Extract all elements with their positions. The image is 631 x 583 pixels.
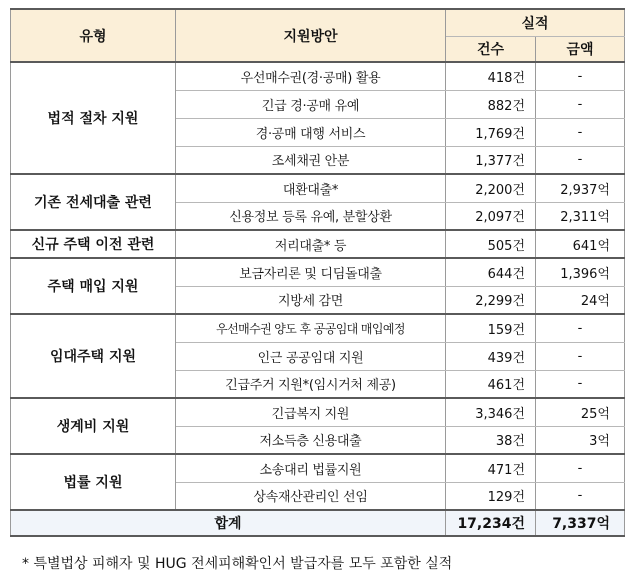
support-performance-table: [10, 8, 625, 537]
amount-cell: 25억: [536, 398, 625, 426]
category-cell: 법률 지원: [11, 454, 176, 510]
category-cell: 기존 전세대출 관련: [11, 174, 176, 230]
amount-cell: -: [536, 314, 625, 342]
header-performance: 실적: [446, 9, 625, 36]
header-method: 지원방안: [176, 9, 446, 62]
method-cell: 소송대리 법률지원: [176, 454, 446, 482]
count-cell: 1,377건: [446, 146, 536, 174]
method-cell: 대환대출*: [176, 174, 446, 202]
amount-cell: -: [536, 90, 625, 118]
amount-cell: -: [536, 62, 625, 90]
amount-cell: -: [536, 342, 625, 370]
count-cell: 159건: [446, 314, 536, 342]
table-row: [11, 174, 625, 202]
category-cell: 신규 주택 이전 관련: [11, 230, 176, 258]
amount-cell: -: [536, 370, 625, 398]
total-row: [11, 510, 625, 536]
count-cell: 38건: [446, 426, 536, 454]
table-row: [11, 454, 625, 482]
count-cell: 2,097건: [446, 202, 536, 230]
count-cell: 1,769건: [446, 118, 536, 146]
method-cell: 긴급복지 지원: [176, 398, 446, 426]
category-cell: 임대주택 지원: [11, 314, 176, 398]
method-cell: 우선매수권 양도 후 공공임대 매입예정: [176, 314, 446, 342]
method-cell: 긴급 경·공매 유예: [176, 90, 446, 118]
method-cell: 보금자리론 및 디딤돌대출: [176, 258, 446, 286]
footnote: * 특별법상 피해자 및 HUG 전세피해확인서 발급자를 모두 포함한 실적: [22, 556, 453, 572]
method-cell: 저리대출* 등: [176, 230, 446, 258]
total-label: 합계: [11, 510, 446, 536]
count-cell: 2,200건: [446, 174, 536, 202]
method-cell: 지방세 감면: [176, 286, 446, 314]
amount-cell: 24억: [536, 286, 625, 314]
method-cell: 우선매수권(경·공매) 활용: [176, 62, 446, 90]
category-cell: 생계비 지원: [11, 398, 176, 454]
method-cell: 상속재산관리인 선임: [176, 482, 446, 510]
method-cell: 조세채권 안분: [176, 146, 446, 174]
total-count: 17,234건: [446, 510, 536, 536]
count-cell: 439건: [446, 342, 536, 370]
amount-cell: 641억: [536, 230, 625, 258]
method-cell: 신용정보 등록 유예, 분할상환: [176, 202, 446, 230]
amount-cell: 2,311억: [536, 202, 625, 230]
table-row: [11, 258, 625, 286]
table-row: [11, 314, 625, 342]
category-cell: 주택 매입 지원: [11, 258, 176, 314]
count-cell: 471건: [446, 454, 536, 482]
amount-cell: 2,937억: [536, 174, 625, 202]
header-row-1: [11, 9, 625, 36]
amount-cell: 1,396억: [536, 258, 625, 286]
amount-cell: 3억: [536, 426, 625, 454]
count-cell: 3,346건: [446, 398, 536, 426]
count-cell: 644건: [446, 258, 536, 286]
header-count: 건수: [446, 36, 536, 62]
category-cell: 법적 절차 지원: [11, 62, 176, 174]
amount-cell: -: [536, 118, 625, 146]
count-cell: 2,299건: [446, 286, 536, 314]
header-type: 유형: [11, 9, 176, 62]
method-cell: 경·공매 대행 서비스: [176, 118, 446, 146]
method-cell: 긴급주거 지원*(임시거처 제공): [176, 370, 446, 398]
table-row: [11, 62, 625, 90]
count-cell: 882건: [446, 90, 536, 118]
count-cell: 418건: [446, 62, 536, 90]
total-amount: 7,337억: [536, 510, 625, 536]
count-cell: 129건: [446, 482, 536, 510]
amount-cell: -: [536, 482, 625, 510]
table-row: [11, 230, 625, 258]
method-cell: 인근 공공임대 지원: [176, 342, 446, 370]
method-cell: 저소득층 신용대출: [176, 426, 446, 454]
amount-cell: -: [536, 146, 625, 174]
table-row: [11, 398, 625, 426]
count-cell: 505건: [446, 230, 536, 258]
amount-cell: -: [536, 454, 625, 482]
header-amount: 금액: [536, 36, 625, 62]
count-cell: 461건: [446, 370, 536, 398]
